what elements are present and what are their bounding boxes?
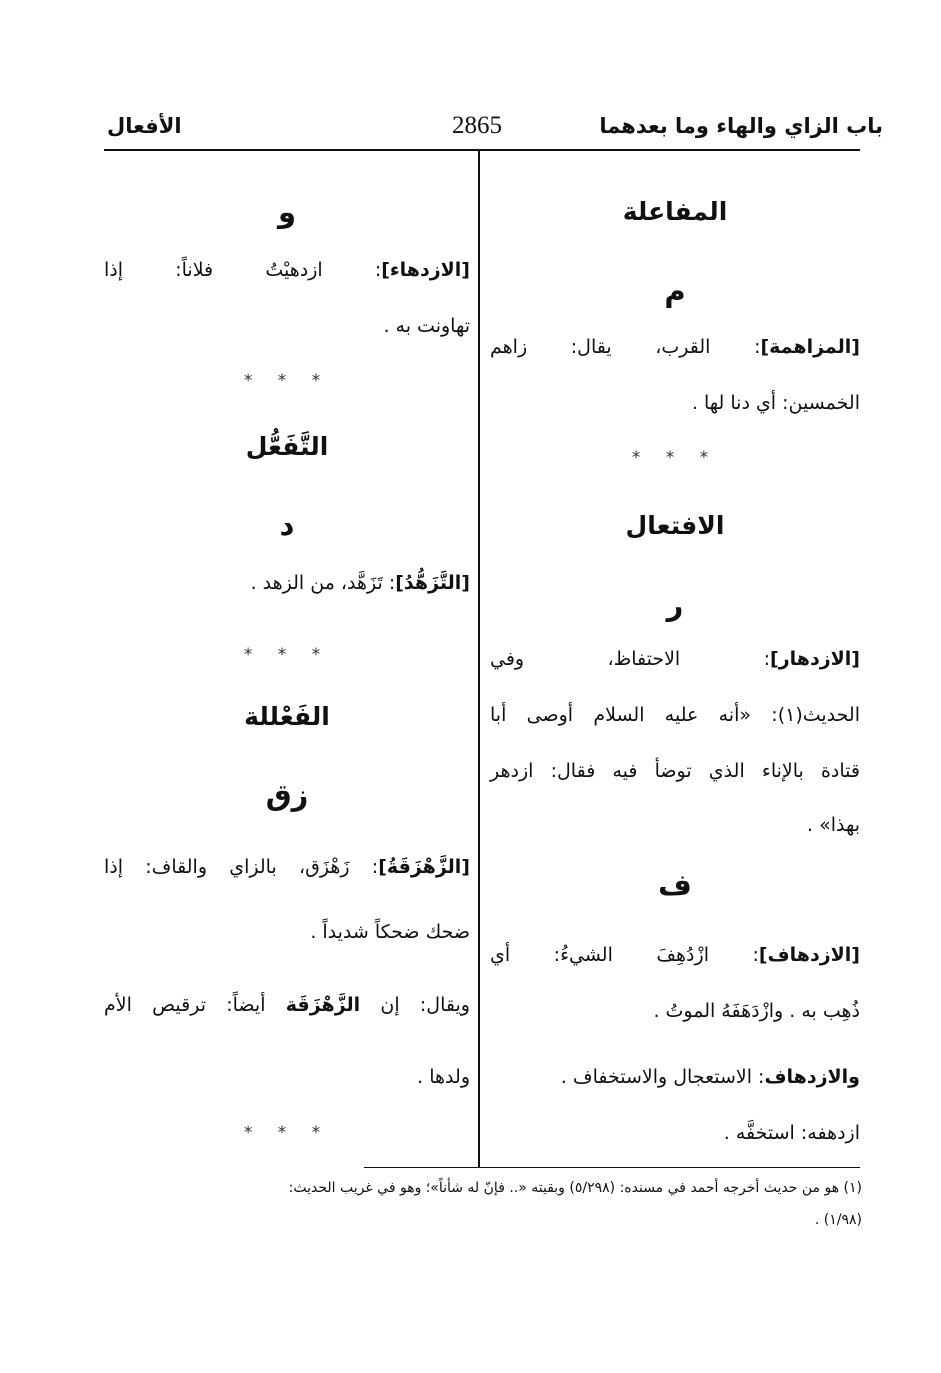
entry-line: [الازدهاء]: ازدهيْتُ فلاناً: إذا: [104, 259, 470, 281]
letter-heading: و: [277, 195, 297, 229]
entry-line: قتادة بالإناء الذي توضأ فيه فقال: ازدهر: [490, 760, 860, 782]
column-divider: [478, 151, 480, 1167]
entry-headword: الزَّهْزَقَة: [285, 994, 361, 1016]
entry-headword: [المزاهمة]: [760, 336, 860, 358]
chapter-title: باب الزاي والهاء وما بعدهما: [599, 114, 883, 138]
section-heading: المفاعلة: [622, 197, 728, 226]
page-number: 2865: [452, 112, 502, 139]
entry-line: ازدهفه: استخفَّه .: [723, 1122, 860, 1144]
section-heading: الفَعْللة: [244, 702, 330, 731]
entry-headword: [الازدهاء]: [381, 259, 470, 281]
footnote-rule: [364, 1167, 860, 1168]
entry-line: [الازدهار]: الاحتفاظ، وفي: [490, 648, 860, 670]
letter-heading: ف: [658, 868, 692, 902]
separator-stars: * * *: [631, 448, 719, 468]
entry-line: [المزاهمة]: القرب، يقال: زاهم: [490, 336, 860, 358]
entry-headword: والازدهاف: [764, 1066, 860, 1088]
entry-line: [الزَّهْزَقَةُ]: زَهْزَق، بالزاي والقاف: إذا: [104, 856, 470, 878]
entry-line: ضحك ضحكاً شديداً .: [310, 921, 470, 943]
letter-heading: زق: [265, 778, 309, 812]
header-rule: [104, 149, 860, 151]
section-title: الأفعال: [107, 114, 182, 138]
entry-line: والازدهاف: الاستعجال والاستخفاف .: [560, 1066, 860, 1088]
entry-headword: [الازدهار]: [770, 648, 860, 670]
entry-line: ويقال: إن الزَّهْزَقَة أيضاً: ترقيص الأم: [104, 994, 470, 1016]
entry-headword: [الزَّهْزَقَةُ]: [378, 856, 470, 878]
separator-stars: * * *: [243, 1123, 331, 1143]
section-heading: الافتعال: [625, 511, 725, 540]
separator-stars: * * *: [243, 371, 331, 391]
letter-heading: م: [664, 274, 686, 308]
entry-line: [التَّزَهُّدُ]: تَزَهَّد، من الزهد .: [250, 572, 470, 594]
entry-line: تهاونت به .: [383, 315, 470, 337]
letter-heading: ر: [666, 588, 684, 622]
footnote-line: (١/٩٨) .: [814, 1212, 862, 1228]
entry-headword: [التَّزَهُّدُ]: [395, 572, 470, 594]
entry-line: الحديث(١): «أنه عليه السلام أوصى أبا: [490, 704, 860, 726]
separator-stars: * * *: [243, 645, 331, 665]
entry-line: الخمسين: أي دنا لها .: [691, 392, 860, 414]
entry-line: بهذا» .: [806, 814, 860, 836]
entry-line: ولدها .: [417, 1066, 470, 1088]
entry-line: ذُهِب به . وازْدَهَفَهُ الموتُ .: [653, 1000, 860, 1022]
letter-heading: د: [279, 508, 295, 542]
footnote-line: (١) هو من حديث أخرجه أحمد في مسنده: (٥/٢٩٨) وبقيته «.. فإنّ له شأناً»؛ وهو في غريب الحديث:: [288, 1180, 862, 1196]
entry-headword: [الازدهاف]: [758, 944, 860, 966]
section-heading: التَّفَعُّل: [245, 432, 329, 461]
entry-line: [الازدهاف]: ازْدُهِفَ الشيءُ: أي: [490, 944, 860, 966]
